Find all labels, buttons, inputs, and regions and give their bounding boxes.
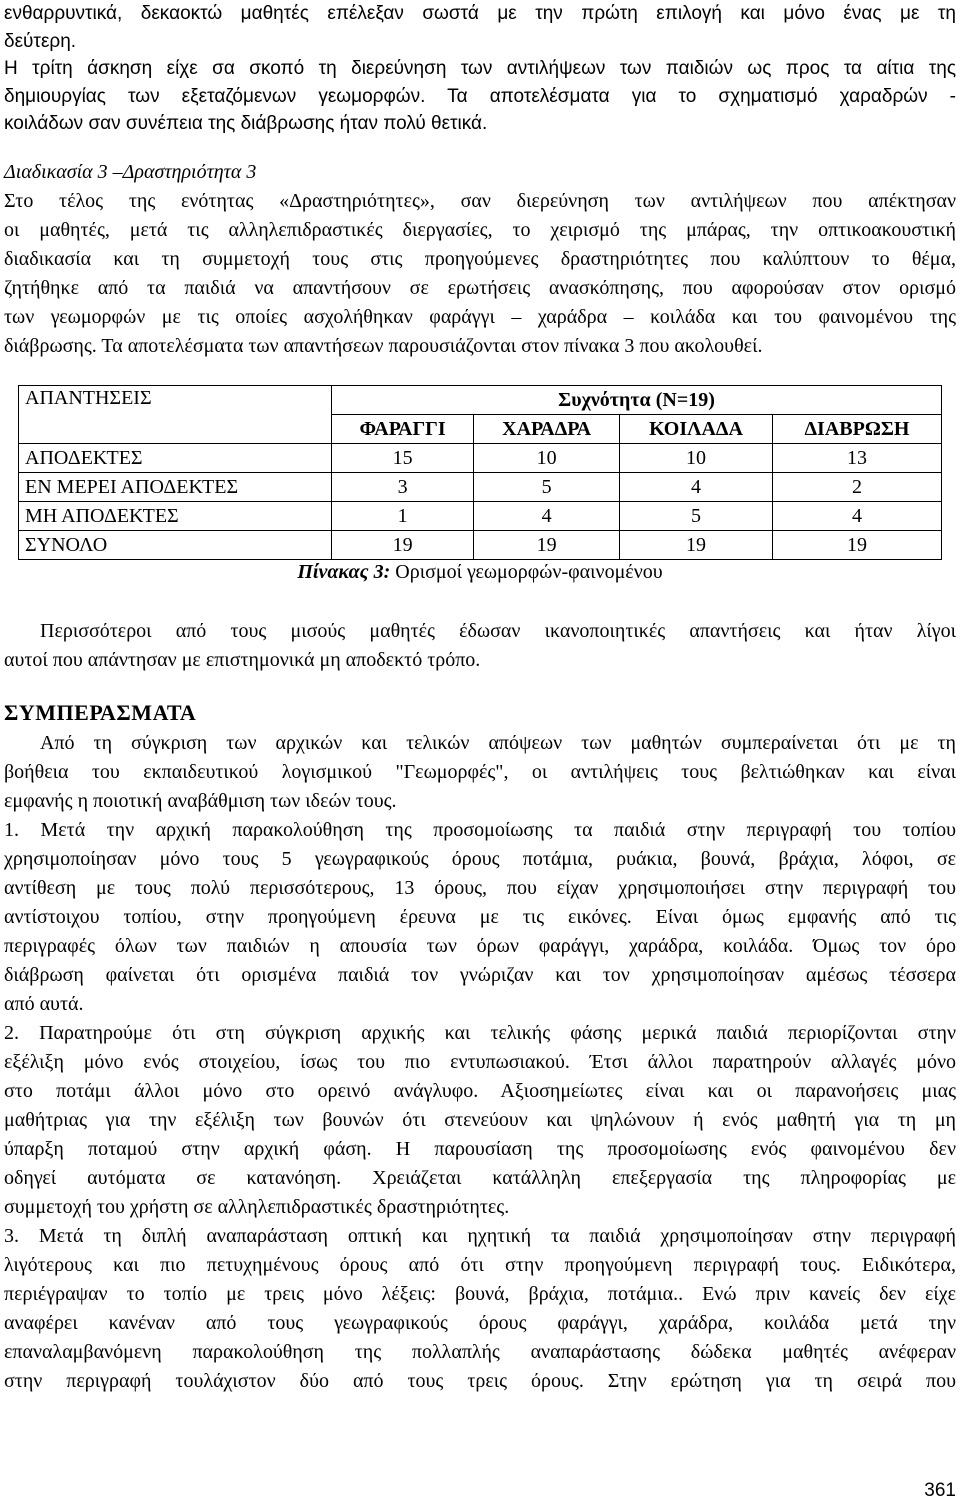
procedure-title: Διαδικασία 3 –Δραστηριότητα 3	[4, 161, 257, 183]
table-cell: 19	[332, 531, 474, 560]
conclusions-heading: ΣΥΜΠΕΡΑΣΜΑΤΑ	[4, 700, 197, 725]
column-header: ΦΑΡΑΓΓΙ	[332, 415, 474, 444]
row-label: ΣΥΝΟΛΟ	[19, 531, 332, 560]
table-cell: 13	[773, 444, 942, 473]
row-label: ΑΠΟΔΕΚΤΕΣ	[19, 444, 332, 473]
text-line: 2. Παρατηρούμε ότι στη σύγκριση αρχικής και τελικής φάσης μερικά παιδιά περιορίζονται στην	[4, 1022, 956, 1044]
text-line: Από τη σύγκριση των αρχικών και τελικών απόψεων των μαθητών συμπεραίνεται ότι με τη	[40, 732, 956, 754]
table-cell: 19	[773, 531, 942, 560]
text-line: περιγραφές όλων των παιδιών η απουσία των όρων φαράγγι, χαράδρα, κοιλάδα. Όμως τον όρο	[4, 935, 956, 957]
text-line: επαναλαμβανόμενη παρακολούθηση της πολλαπλής αναπαράστασης δώδεκα μαθητές ανέφεραν	[4, 1341, 956, 1363]
table-cell: 5	[474, 473, 620, 502]
text-line: στο ποτάμι άλλοι μόνο στο ορεινό ανάγλυφο. Αξιοσημείωτες είναι και οι παρανοήσεις μιας	[4, 1080, 956, 1102]
text-line: χρησιμοποίησαν μόνο τους 5 γεωγραφικούς όρους ποτάμια, ρυάκια, βουνά, βράχια, λόφοι, σε	[4, 848, 956, 870]
text-line: ενθαρρυντικά, δεκαοκτώ μαθητές επέλεξαν σωστά με την πρώτη επιλογή και μόνο ένας με τη	[4, 3, 956, 24]
text-line: διαδικασία και τη συμμετοχή τους στις προηγούμενες δραστηριότητες που καλύπτουν το θέμα,	[4, 248, 956, 270]
text-line: των γεωμορφών με τις οποίες ασχολήθηκαν φαράγγι – χαράδρα – κοιλάδα και του φαινομένου της	[4, 306, 956, 328]
text-line: διάβρωσης. Τα αποτελέσματα των απαντήσεων παρουσιάζονται στον πίνακα 3 που ακολουθεί.	[4, 335, 763, 357]
table-cell: 5	[620, 502, 773, 531]
text-line: στην περιγραφή τουλάχιστον δύο από τους τρεις όρους. Στην ερώτηση για τη σειρά που	[4, 1370, 956, 1392]
text-line: Στο τέλος της ενότητας «Δραστηριότητες», σαν διερεύνηση των αντιλήψεων που απέκτησαν	[4, 190, 956, 212]
text-line: διάβρωση φαίνεται ότι ορισμένα παιδιά τον γνώριζαν και τον χρησιμοποίησαν αμέσως τέσσερα	[4, 964, 956, 986]
table-caption	[0, 561, 960, 584]
intro-paragraph	[4, 0, 956, 138]
text-line: συμμετοχή του χρήστη σε αλληλεπιδραστικές δραστηριότητες.	[4, 1196, 510, 1218]
text-line: αναφέρει κανέναν από τους γεωγραφικούς όρους φαράγγι, χαράδρα, κοιλάδα μετά την	[4, 1312, 956, 1334]
page-number: 361	[924, 1480, 956, 1501]
conclusions-body	[4, 729, 956, 1396]
text-line: λιγότερους και πιο πετυχημένους όρους από ότι στην προηγούμενη περιγραφή τους. Ειδικότερα,	[4, 1254, 956, 1276]
text-line: Περισσότεροι από τους μισούς μαθητές έδωσαν ικανοποιητικές απαντήσεις και ήταν λίγοι	[40, 620, 956, 642]
table-group-header: Συχνότητα (Ν=19)	[332, 386, 942, 415]
text-line: Η τρίτη άσκηση είχε σα σκοπό τη διερεύνηση των αντιλήψεων των παιδιών ως προς τα αίτια της	[4, 58, 956, 79]
after-table-paragraph	[4, 617, 956, 675]
row-label: ΜΗ ΑΠΟΔΕΚΤΕΣ	[19, 502, 332, 531]
table-cell: 2	[773, 473, 942, 502]
text-line: περιέγραψαν το τοπίο με τρεις μόνο λέξεις: βουνά, βράχια, ποτάμια.. Ενώ πριν κανείς δεν είχε	[4, 1283, 956, 1305]
table-cell: 10	[620, 444, 773, 473]
table-cell: 19	[474, 531, 620, 560]
table-row	[19, 444, 942, 473]
text-line: αυτοί που απάντησαν με επιστημονικά μη αποδεκτό τρόπο.	[4, 649, 481, 671]
column-header: ΔΙΑΒΡΩΣΗ	[773, 415, 942, 444]
text-line: μαθήτριας για την εξέλιξη των βουνών ότι στενεύουν και ψηλώνουν ή ενός μαθητή για τη μη	[4, 1109, 956, 1131]
table-row	[19, 502, 942, 531]
table-cell: 4	[474, 502, 620, 531]
text-line: 3. Μετά τη διπλή αναπαράσταση οπτική και ηχητική τα παιδιά χρησιμοποίησαν στην περιγραφή	[4, 1225, 956, 1247]
table-cell: 4	[620, 473, 773, 502]
text-line: βοήθεια του εκπαιδευτικού λογισμικού "Γεωμορφές", οι αντιλήψεις τους βελτιώθηκαν και είναι	[4, 761, 956, 783]
text-line: ύπαρξη ποταμού στην αρχική φάση. Η παρουσίαση της προσομοίωσης ενός φαινομένου δεν	[4, 1138, 956, 1160]
row-label: ΕΝ ΜΕΡΕΙ ΑΠΟΔΕΚΤΕΣ	[19, 473, 332, 502]
text-line: εξέλιξη μόνο ενός στοιχείου, ίσως του πιο εντυπωσιακού. Έτσι άλλοι παρατηρούν αλλαγές μόνο	[4, 1051, 956, 1073]
table-row	[19, 473, 942, 502]
text-line: οδηγεί αυτόματα σε κατανόηση. Χρειάζεται κατάλληλη επεξεργασία της πληροφορίας με	[4, 1167, 956, 1189]
results-table	[18, 385, 942, 560]
column-header: ΧΑΡΑΔΡΑ	[474, 415, 620, 444]
table-cell: 15	[332, 444, 474, 473]
table-corner-label: ΑΠΑΝΤΗΣΕΙΣ	[19, 386, 332, 444]
text-line: αντίθεση με τους πολύ περισσότερους, 13 όρους, που είχαν χρησιμοποιήσει στην περιγραφή του	[4, 877, 956, 899]
text-line: ζητήθηκε από τα παιδιά να απαντήσουν σε ερωτήσεις ανασκόπησης, που αφορούσαν στον ορισμό	[4, 277, 956, 299]
text-line: αντίστοιχου τοπίου, στην προηγούμενη έρευνα με τις εικόνες. Είναι όμως εμφανής από τις	[4, 906, 956, 928]
caption-text: Ορισμοί γεωμορφών-φαινομένου	[390, 561, 663, 583]
table-cell: 19	[620, 531, 773, 560]
table-header-row	[19, 386, 942, 415]
column-header: ΚΟΙΛΑΔΑ	[620, 415, 773, 444]
caption-label: Πίνακας 3:	[297, 561, 391, 583]
table-cell: 1	[332, 502, 474, 531]
text-line: δεύτερη.	[4, 30, 77, 52]
table-cell: 10	[474, 444, 620, 473]
text-line: δημιουργίας των εξεταζόμενων γεωμορφών. Τα αποτελέσματα για το σχηματισμό χαραδρών -	[4, 85, 956, 107]
table-cell: 4	[773, 502, 942, 531]
text-line: εμφανής η ποιοτική αναβάθμιση των ιδεών τους.	[4, 790, 397, 812]
table-row	[19, 531, 942, 560]
text-line: από αυτά.	[4, 993, 84, 1015]
text-line: 1. Μετά την αρχική παρακολούθηση της προσομοίωσης τα παιδιά στην περιγραφή του τοπίου	[4, 819, 956, 841]
procedure-section	[4, 158, 956, 361]
text-line: κοιλάδων σαν συνέπεια της διάβρωσης ήταν πολύ θετικά.	[4, 113, 488, 134]
table-cell: 3	[332, 473, 474, 502]
text-line: οι μαθητές, μετά τις αλληλεπιδραστικές διεργασίες, το χειρισμό της μπάρας, την οπτικοακουστική	[4, 219, 956, 241]
